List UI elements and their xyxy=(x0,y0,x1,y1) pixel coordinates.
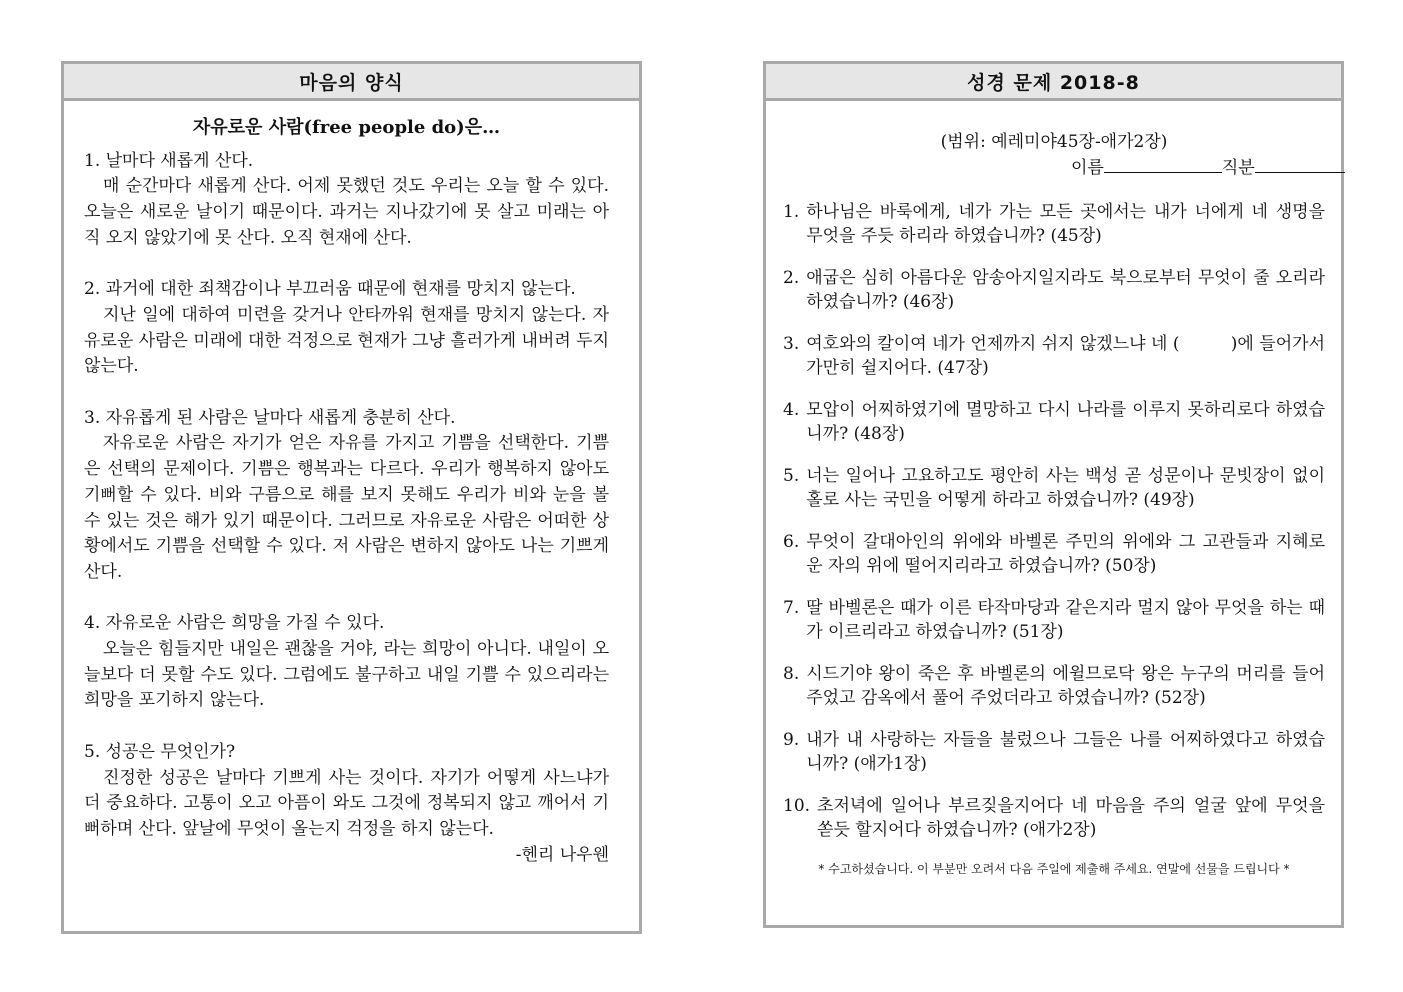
bible-quiz xyxy=(766,101,1341,877)
section-body: 진정한 성공은 날마다 기쁘게 사는 것이다. 자기가 어떻게 사느냐가 더 중요하다. 고통이 오고 아픔이 와도 그것에 정복되지 않고 깨어서 기뻐하며 산다. 앞날에 무엇이 올는지 걱정을 하지 않는다. xyxy=(84,767,609,839)
article-author: -헨리 나우웬 xyxy=(515,844,609,865)
section-body: 지난 일에 대하여 미련을 갖거나 안타까워 현재를 망치지 않는다. 자유로운 사람은 미래에 대한 걱정으로 현재가 그냥 흘러가게 내버려 두지 않는다. xyxy=(84,304,609,377)
question-item xyxy=(783,794,1325,842)
meditation-article xyxy=(64,101,639,868)
right-panel-header: 성경 문제 2018-8 xyxy=(766,64,1341,101)
section-heading: 5. 성공은 무엇인가? xyxy=(84,741,236,762)
question-item xyxy=(783,332,1325,380)
question-number: 1. xyxy=(783,202,800,222)
position-label: 직분 xyxy=(1221,158,1255,178)
left-panel-header: 마음의 양식 xyxy=(64,64,639,101)
article-section-1 xyxy=(84,149,609,252)
question-text: 너는 일어나 고요하고도 평안히 사는 백성 곧 성문이나 문빗장이 없이 홀로 사는 국민을 어떻게 하라고 하였습니까? (49장) xyxy=(806,466,1325,510)
question-number: 5. xyxy=(783,466,800,486)
article-section-4 xyxy=(84,611,609,714)
question-number: 3. xyxy=(783,334,800,354)
question-item xyxy=(783,464,1325,512)
question-text: 내가 내 사랑하는 자들을 불렀으나 그들은 나를 어찌하였다고 하였습니까? (애가1장) xyxy=(806,730,1325,774)
section-heading: 3. 자유롭게 된 사람은 날마다 새롭게 충분히 산다. xyxy=(84,407,456,428)
question-item xyxy=(783,662,1325,710)
question-item xyxy=(783,398,1325,446)
section-body: 매 순간마다 새롭게 산다. 어제 못했던 것도 우리는 오늘 할 수 있다. 오늘은 새로운 날이기 때문이다. 과거는 지나갔기에 못 살고 미래는 아직 오지 않았기에 못 산다. 오직 현재에 산다. xyxy=(84,176,609,248)
question-item xyxy=(783,200,1325,248)
question-number: 4. xyxy=(783,400,800,420)
question-text: 애굽은 심히 아름다운 암송아지일지라도 북으로부터 무엇이 줄 오리라 하였습니까? (46장) xyxy=(806,268,1325,312)
quiz-range: (범위: 예레미야45장-애가2장) xyxy=(940,132,1168,152)
question-item xyxy=(783,728,1325,776)
name-blank[interactable] xyxy=(1104,154,1222,173)
question-text: 하나님은 바룩에게, 네가 가는 모든 곳에서는 내가 너에게 네 생명을 무엇을 주듯 하리라 하였습니까? (45장) xyxy=(806,202,1325,246)
left-panel xyxy=(61,61,642,934)
position-blank[interactable] xyxy=(1255,154,1345,173)
question-item xyxy=(783,530,1325,578)
question-number: 10. xyxy=(783,796,811,816)
question-text: 무엇이 갈대아인의 위에와 바벨론 주민의 위에와 그 고관들과 지혜로운 자의 위에 떨어지리라고 하였습니까? (50장) xyxy=(806,532,1325,576)
right-panel xyxy=(763,61,1344,928)
question-number: 7. xyxy=(783,598,800,618)
article-section-5 xyxy=(84,740,609,843)
name-label: 이름 xyxy=(1071,158,1104,178)
question-number: 9. xyxy=(783,730,800,750)
article-section-2 xyxy=(84,277,609,380)
question-text: 여호와의 칼이여 네가 언제까지 쉬지 않겠느냐 네 ( )에 들어가서 가만히 쉴지어다. (47장) xyxy=(806,334,1325,378)
question-number: 2. xyxy=(783,268,800,288)
section-body: 자유로운 사람은 자기가 얻은 자유를 가지고 기쁨을 선택한다. 기쁨은 선택의 문제이다. 기쁨은 행복과는 다르다. 우리가 행복하지 않아도 기뻐할 수 있다. 비와 구름으로 해를 보지 못해도 우리가 비와 눈을 볼 수 있는 것은 해가 있기 때문이다. 그러므로 자유로운 사람은 어떠한 상황에서도 기쁨을 선택할 수 있다. 저 사람은 변하지 않아도 나는 기쁘게 산다. xyxy=(84,433,609,582)
section-body: 오늘은 힘들지만 내일은 괜찮을 거야, 라는 희망이 아니다. 내일이 오늘보다 더 못할 수도 있다. 그럼에도 불구하고 내일 기쁠 수 있으리라는 희망을 포기하지 않는다. xyxy=(84,639,609,711)
question-text: 모압이 어찌하였기에 멸망하고 다시 나라를 이루지 못하리로다 하였습니까? (48장) xyxy=(806,400,1325,444)
section-heading: 4. 자유로운 사람은 희망을 가질 수 있다. xyxy=(84,613,385,634)
quiz-footnote: * 수고하셨습니다. 이 부분만 오려서 다음 주일에 제출해 주세요. 연말에 선물을 드립니다 * xyxy=(818,862,1290,876)
question-text: 초저녁에 일어나 부르짖을지어다 네 마음을 주의 얼굴 앞에 무엇을 쏟듯 할지어다 하였습니까? (애가2장) xyxy=(817,796,1325,840)
question-number: 6. xyxy=(783,532,800,552)
question-text: 시드기야 왕이 죽은 후 바벨론의 에윌므로닥 왕은 누구의 머리를 들어 주었고 감옥에서 풀어 주었더라고 하였습니까? (52장) xyxy=(806,664,1325,708)
question-text: 딸 바벨론은 때가 이른 타작마당과 같은지라 멀지 않아 무엇을 하는 때가 이르리라고 하였습니까? (51장) xyxy=(806,598,1325,642)
question-number: 8. xyxy=(783,664,800,684)
section-heading: 2. 과거에 대한 죄책감이나 부끄러움 때문에 현재를 망치지 않는다. xyxy=(84,279,576,300)
question-item xyxy=(783,266,1325,314)
section-heading: 1. 날마다 새롭게 산다. xyxy=(84,150,254,171)
question-list xyxy=(783,200,1325,842)
question-item xyxy=(783,596,1325,644)
name-position-line xyxy=(783,154,1325,180)
article-title: 자유로운 사람(free people do)은… xyxy=(192,117,501,138)
article-section-3 xyxy=(84,406,609,586)
